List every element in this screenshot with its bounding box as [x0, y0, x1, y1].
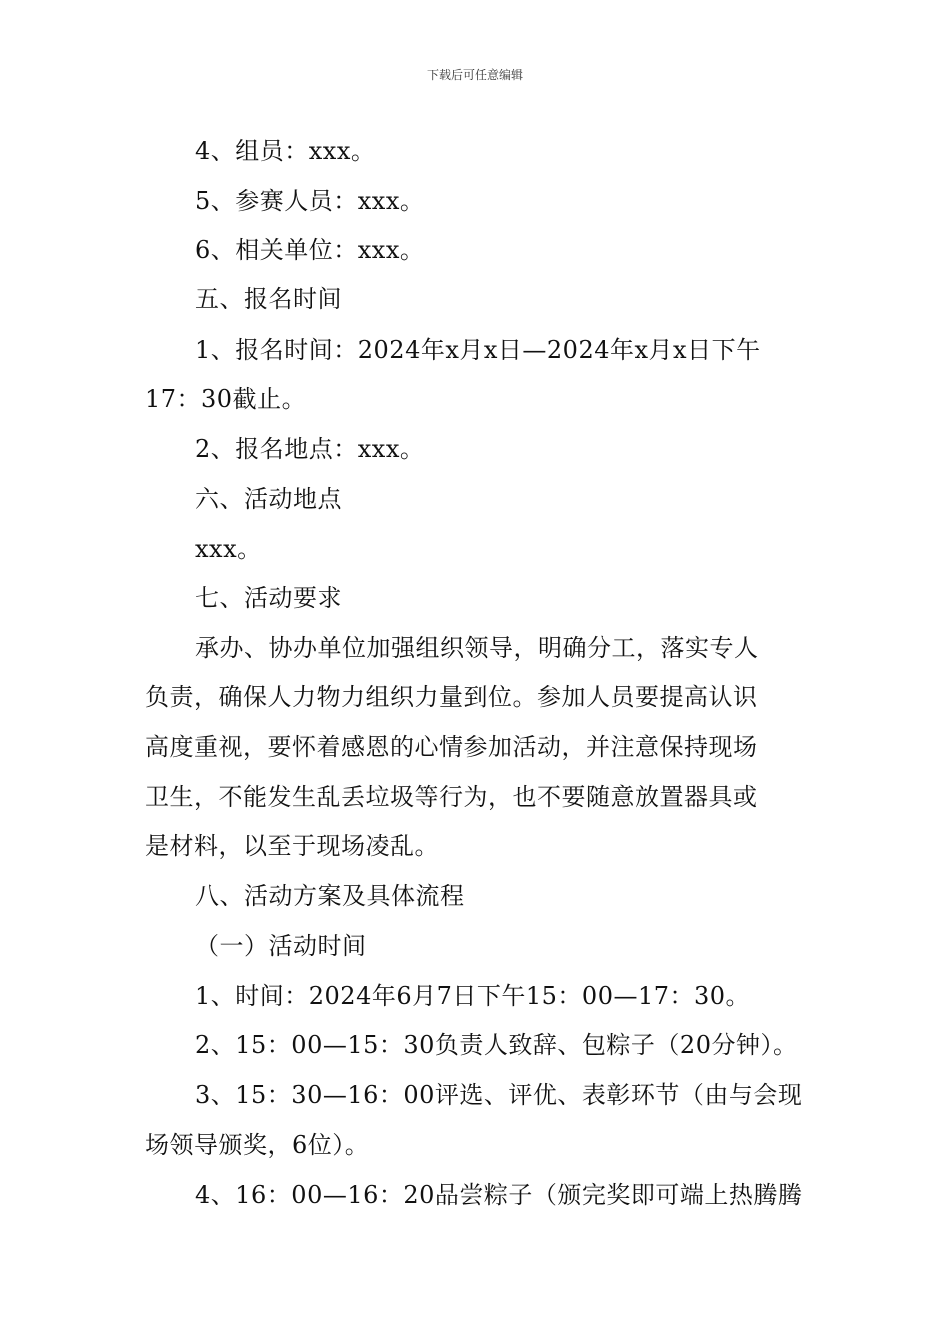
- schedule-item: 2、15：00—15：30负责人致辞、包粽子（20分钟）。: [195, 1031, 798, 1059]
- requirements-paragraph-line: 负责，确保人力物力组织力量到位。参加人员要提高认识: [145, 683, 758, 711]
- section-heading-requirements: 七、活动要求: [195, 584, 342, 612]
- requirements-paragraph-line: 高度重视，要怀着感恩的心情参加活动，并注意保持现场: [145, 733, 758, 761]
- section-heading-activity-place: 六、活动地点: [195, 485, 342, 513]
- schedule-item: 1、时间：2024年6月7日下午15：00—17：30。: [195, 982, 751, 1010]
- requirements-paragraph-line: 是材料，以至于现场凌乱。: [145, 832, 439, 860]
- participants-line: 5、参赛人员：xxx。: [195, 187, 425, 215]
- schedule-item-cont: 场领导颁奖，6位）。: [145, 1131, 370, 1159]
- subheading-activity-time: （一）活动时间: [195, 932, 367, 960]
- schedule-item: 3、15：30—16：00评选、评优、表彰环节（由与会现: [195, 1081, 803, 1109]
- registration-place-line: 2、报名地点：xxx。: [195, 435, 425, 463]
- requirements-paragraph-line: 卫生，不能发生乱丢垃圾等行为，也不要随意放置器具或: [145, 783, 758, 811]
- activity-place-line: xxx。: [195, 535, 262, 563]
- requirements-paragraph-line: 承办、协办单位加强组织领导，明确分工，落实专人: [195, 634, 759, 662]
- member-line: 4、组员：xxx。: [195, 137, 376, 165]
- page-header: 下载后可任意编辑: [426, 68, 523, 82]
- schedule-item: 4、16：00—16：20品尝粽子（颁完奖即可端上热腾腾: [195, 1181, 803, 1209]
- related-units-line: 6、相关单位：xxx。: [195, 236, 425, 264]
- section-heading-plan-flow: 八、活动方案及具体流程: [195, 882, 465, 910]
- registration-time-line-cont: 17：30截止。: [145, 385, 307, 413]
- registration-time-line: 1、报名时间：2024年x月x日—2024年x月x日下午: [195, 336, 761, 364]
- section-heading-registration-time: 五、报名时间: [195, 285, 342, 313]
